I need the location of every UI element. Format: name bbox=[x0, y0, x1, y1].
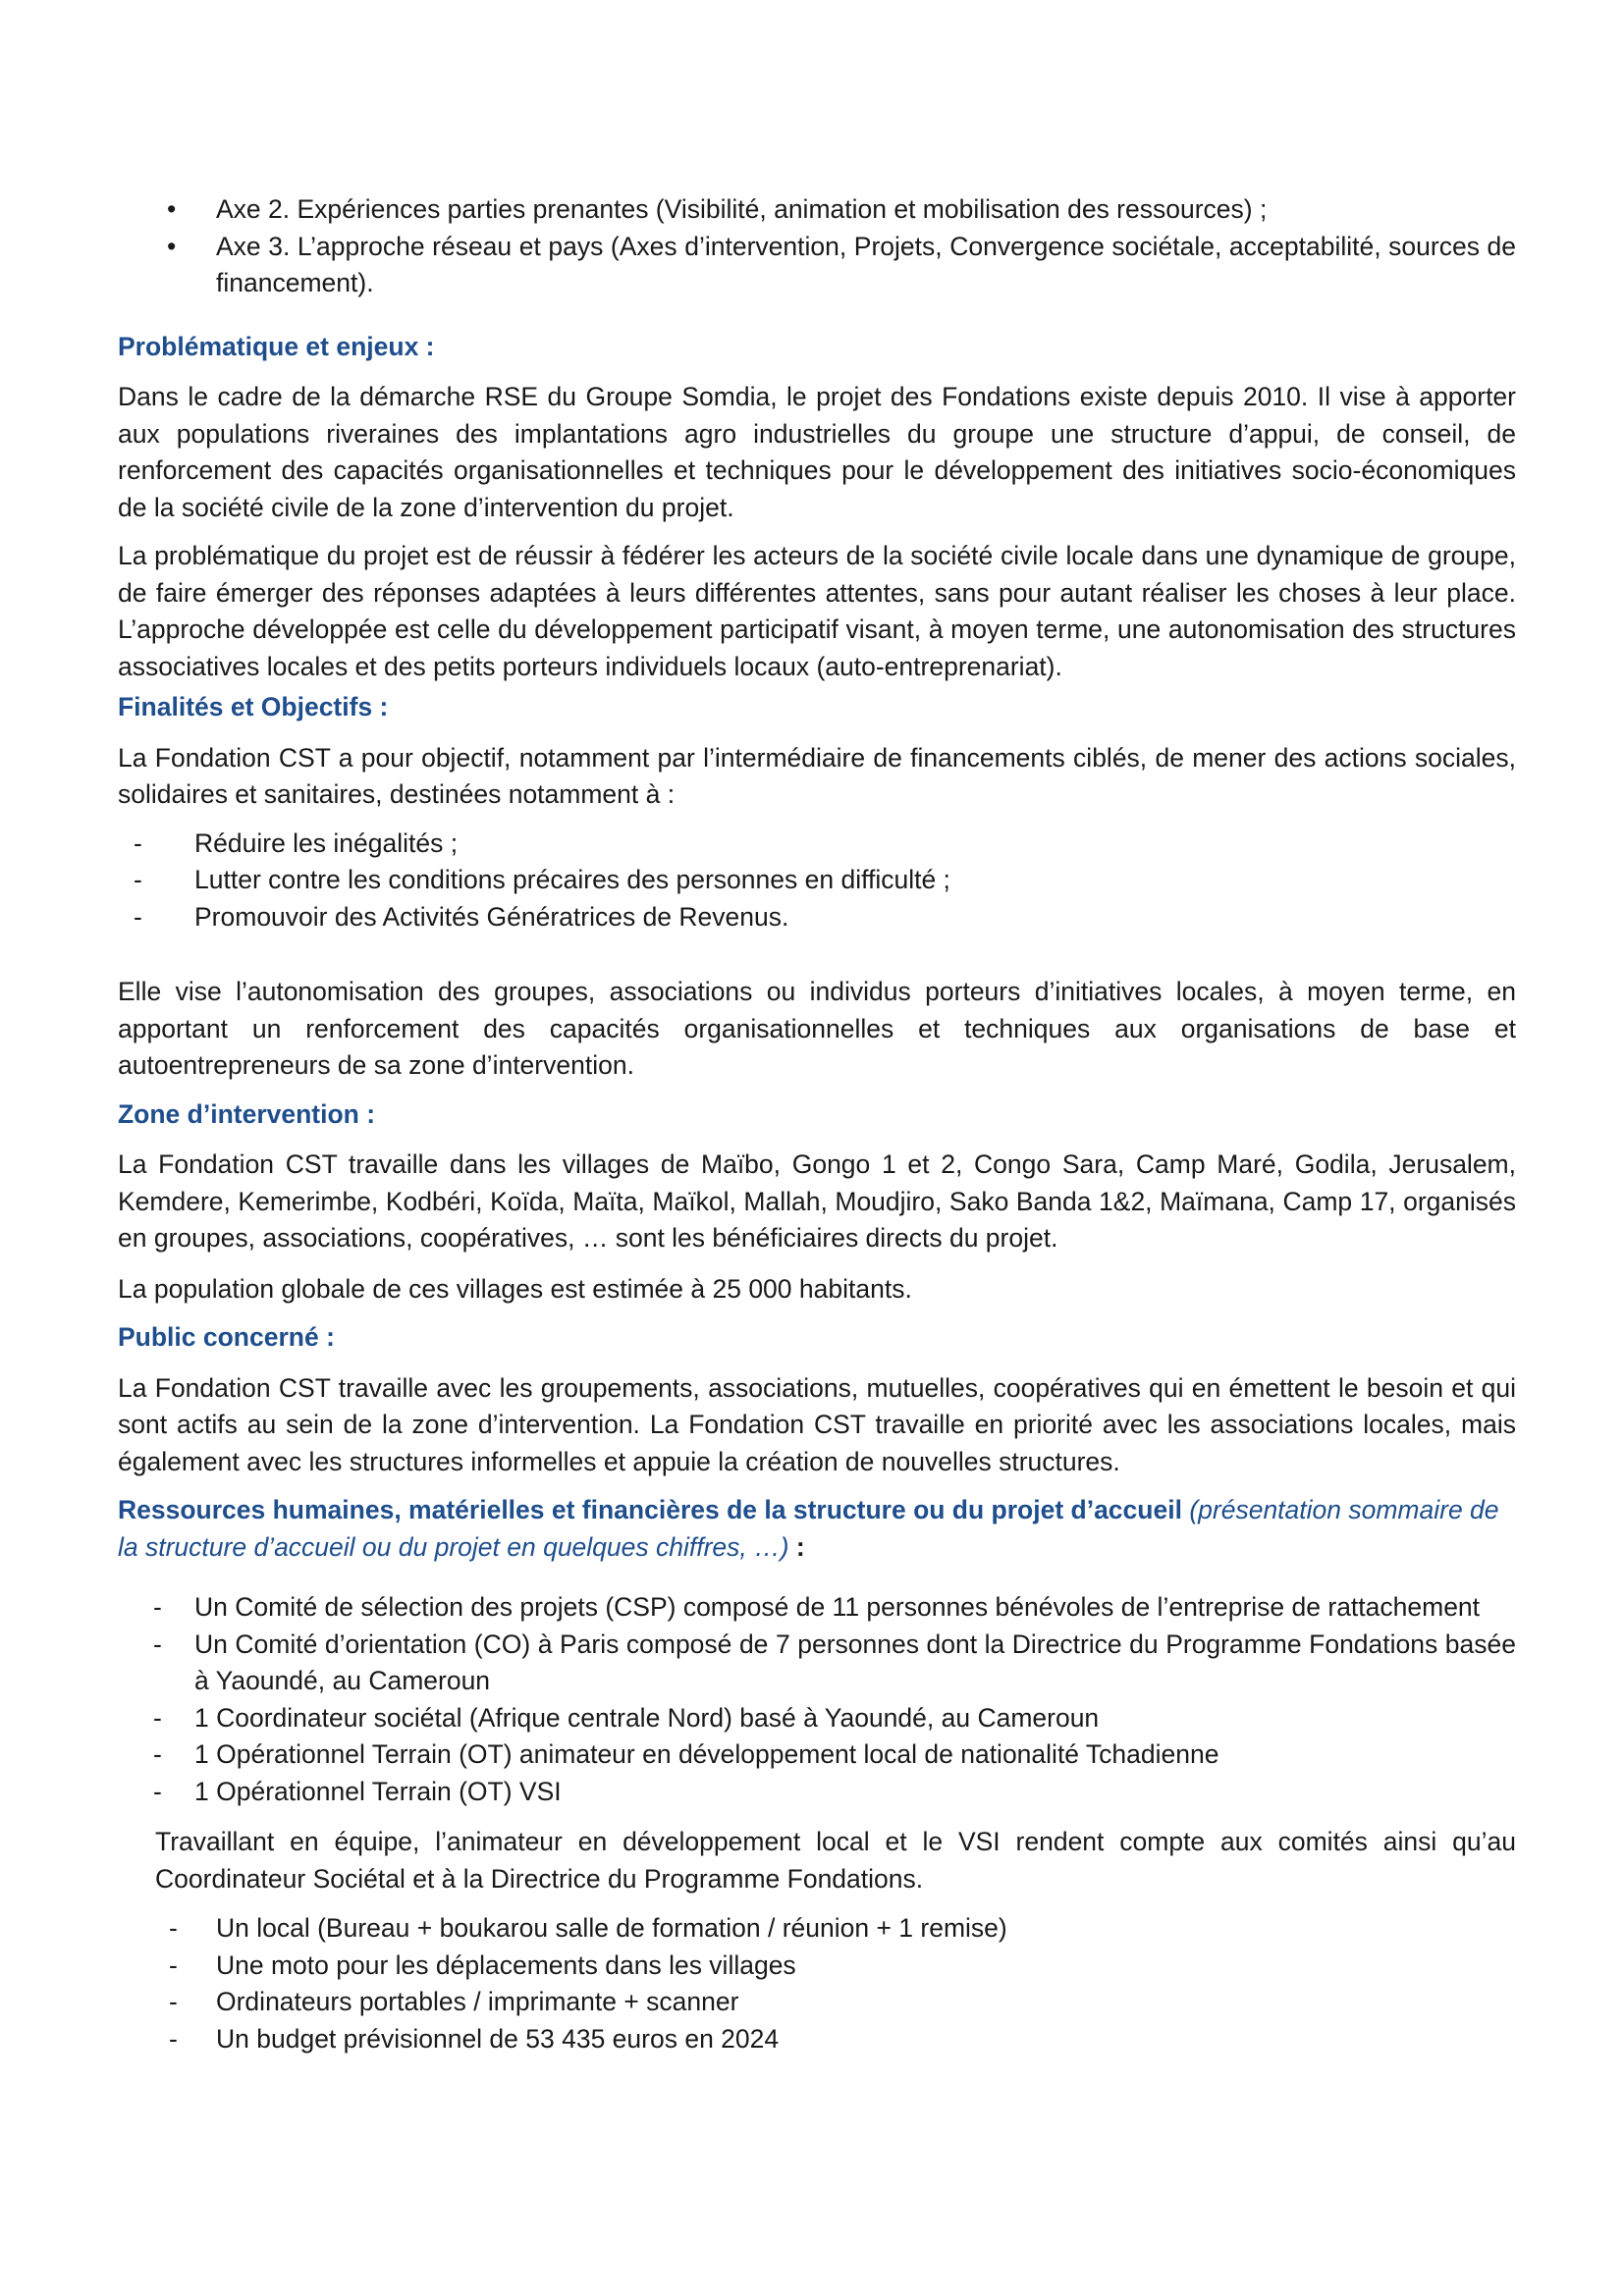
list-item: - Un budget prévisionnel de 53 435 euros en 2024 bbox=[118, 2021, 1516, 2058]
dash-marker: - bbox=[153, 1702, 162, 1733]
dash-marker: - bbox=[153, 1776, 162, 1806]
objectifs-list bbox=[118, 826, 1516, 936]
paragraph: La Fondation CST travaille avec les groupements, associations, mutuelles, coopératives qui en émettent le besoin et qui sont actifs au sein de la zone d’intervention. La Fondation CST travaille en priorité avec les associations locales, mais également avec les structures informelles et appuie la création de nouvelles structures. bbox=[118, 1372, 1516, 1476]
list-item: - 1 Coordinateur sociétal (Afrique centrale Nord) basé à Yaoundé, au Cameroun bbox=[118, 1700, 1516, 1737]
list-item: • Axe 2. Expériences parties prenantes (Visibilité, animation et mobilisation des ressources) ; bbox=[118, 191, 1516, 229]
dash-marker: - bbox=[153, 1592, 162, 1622]
list-item: - 1 Opérationnel Terrain (OT) animateur en développement local de nationalité Tchadienne bbox=[118, 1736, 1516, 1774]
list-item: - Un Comité de sélection des projets (CSP) composé de 11 personnes bénévoles de l’entreprise de rattachement bbox=[118, 1589, 1516, 1627]
dash-marker: - bbox=[169, 1913, 178, 1943]
dash-marker: - bbox=[169, 1949, 178, 1980]
heading-finalites: Finalités et Objectifs : bbox=[118, 692, 389, 721]
paragraph: La Fondation CST travaille dans les villages de Maïbo, Gongo 1 et 2, Congo Sara, Camp Maré, Godila, Jerusalem, Kemdere, Kemerimbe, Kodbéri, Koïda, Maïta, Maïkol, Mallah, Moudjiro, Sako Banda 1&2, Maïmana, Camp 17, organisés en groupes, associations, coopératives, … sont les bénéficiaires directs du projet. bbox=[118, 1149, 1516, 1253]
list-item: - 1 Opérationnel Terrain (OT) VSI bbox=[118, 1774, 1516, 1811]
paragraph: Elle vise l’autonomisation des groupes, associations ou individus porteurs d’initiatives locales, à moyen terme, en apportant un renforcement des capacités organisationnelles et techniques aux organisations de base et autoentrepreneurs de sa zone d’intervention. bbox=[118, 977, 1516, 1080]
ressources-materielles-list bbox=[118, 1910, 1516, 2057]
paragraph: La population globale de ces villages est estimée à 25 000 habitants. bbox=[118, 1273, 912, 1304]
list-item: - Ordinateurs portables / imprimante + scanner bbox=[118, 1984, 1516, 2021]
paragraph: Dans le cadre de la démarche RSE du Groupe Somdia, le projet des Fondations existe depuis 2010. Il vise à apporter aux populations riveraines des implantations agro industrielles du groupe une structure d’appui, de conseil, de renforcement des capacités organisationnelles et techniques pour le développement des initiatives socio-économiques de la société civile de la zone d’intervention du projet. bbox=[118, 382, 1516, 522]
axes-list bbox=[118, 191, 1516, 302]
list-item: - Promouvoir des Activités Génératrices de Revenus. bbox=[118, 899, 1516, 936]
dash-marker: - bbox=[134, 901, 142, 932]
document-page bbox=[118, 191, 1516, 2057]
dash-marker: - bbox=[153, 1629, 162, 1659]
list-item: - Une moto pour les déplacements dans les villages bbox=[118, 1948, 1516, 1985]
heading-problematique: Problématique et enjeux : bbox=[118, 331, 435, 361]
list-item: - Réduire les inégalités ; bbox=[118, 826, 1516, 863]
list-item: - Un local (Bureau + boukarou salle de formation / réunion + 1 remise) bbox=[118, 1910, 1516, 1948]
paragraph: La problématique du projet est de réussir à fédérer les acteurs de la société civile locale dans une dynamique de groupe, de faire émerger des réponses adaptées à leurs différentes attentes, sans pour autant réaliser les choses à leur place. L’approche développée est celle du développement participatif visant, à moyen terme, une autonomisation des structures associatives locales et des petits porteurs individuels locaux (auto-entreprenariat). bbox=[118, 541, 1516, 681]
dash-marker: - bbox=[134, 828, 142, 858]
dash-marker: - bbox=[134, 865, 142, 894]
list-item: - Lutter contre les conditions précaires des personnes en difficulté ; bbox=[118, 862, 1516, 899]
heading-ressources: Ressources humaines, matérielles et financières de la structure ou du projet d’accueil (présentation sommaire de la structure d’accueil ou du projet en quelques chiffres, …) : bbox=[118, 1495, 1499, 1562]
paragraph: La Fondation CST a pour objectif, notamment par l’intermédiaire de financements ciblés, de mener des actions sociales, solidaires et sanitaires, destinées notamment à : bbox=[118, 742, 1516, 809]
heading-zone: Zone d’intervention : bbox=[118, 1098, 376, 1129]
list-item: - Un Comité d’orientation (CO) à Paris composé de 7 personnes dont la Directrice du Programme Fondations basée à Yaoundé, au Cameroun bbox=[118, 1627, 1516, 1700]
heading-public: Public concerné : bbox=[118, 1322, 335, 1352]
bullet-marker: • bbox=[167, 231, 177, 261]
list-item: • Axe 3. L’approche réseau et pays (Axes d’intervention, Projets, Convergence sociétale, acceptabilité, sources de financement). bbox=[118, 229, 1516, 302]
dash-marker: - bbox=[153, 1739, 162, 1769]
dash-marker: - bbox=[169, 2023, 178, 2054]
paragraph: Travaillant en équipe, l’animateur en développement local et le VSI rendent compte aux comités ainsi qu’au Coordinateur Sociétal et à la Directrice du Programme Fondations. bbox=[155, 1827, 1516, 1894]
dash-marker: - bbox=[169, 1987, 178, 2016]
bullet-marker: • bbox=[167, 194, 177, 224]
ressources-humaines-list bbox=[118, 1589, 1516, 1810]
